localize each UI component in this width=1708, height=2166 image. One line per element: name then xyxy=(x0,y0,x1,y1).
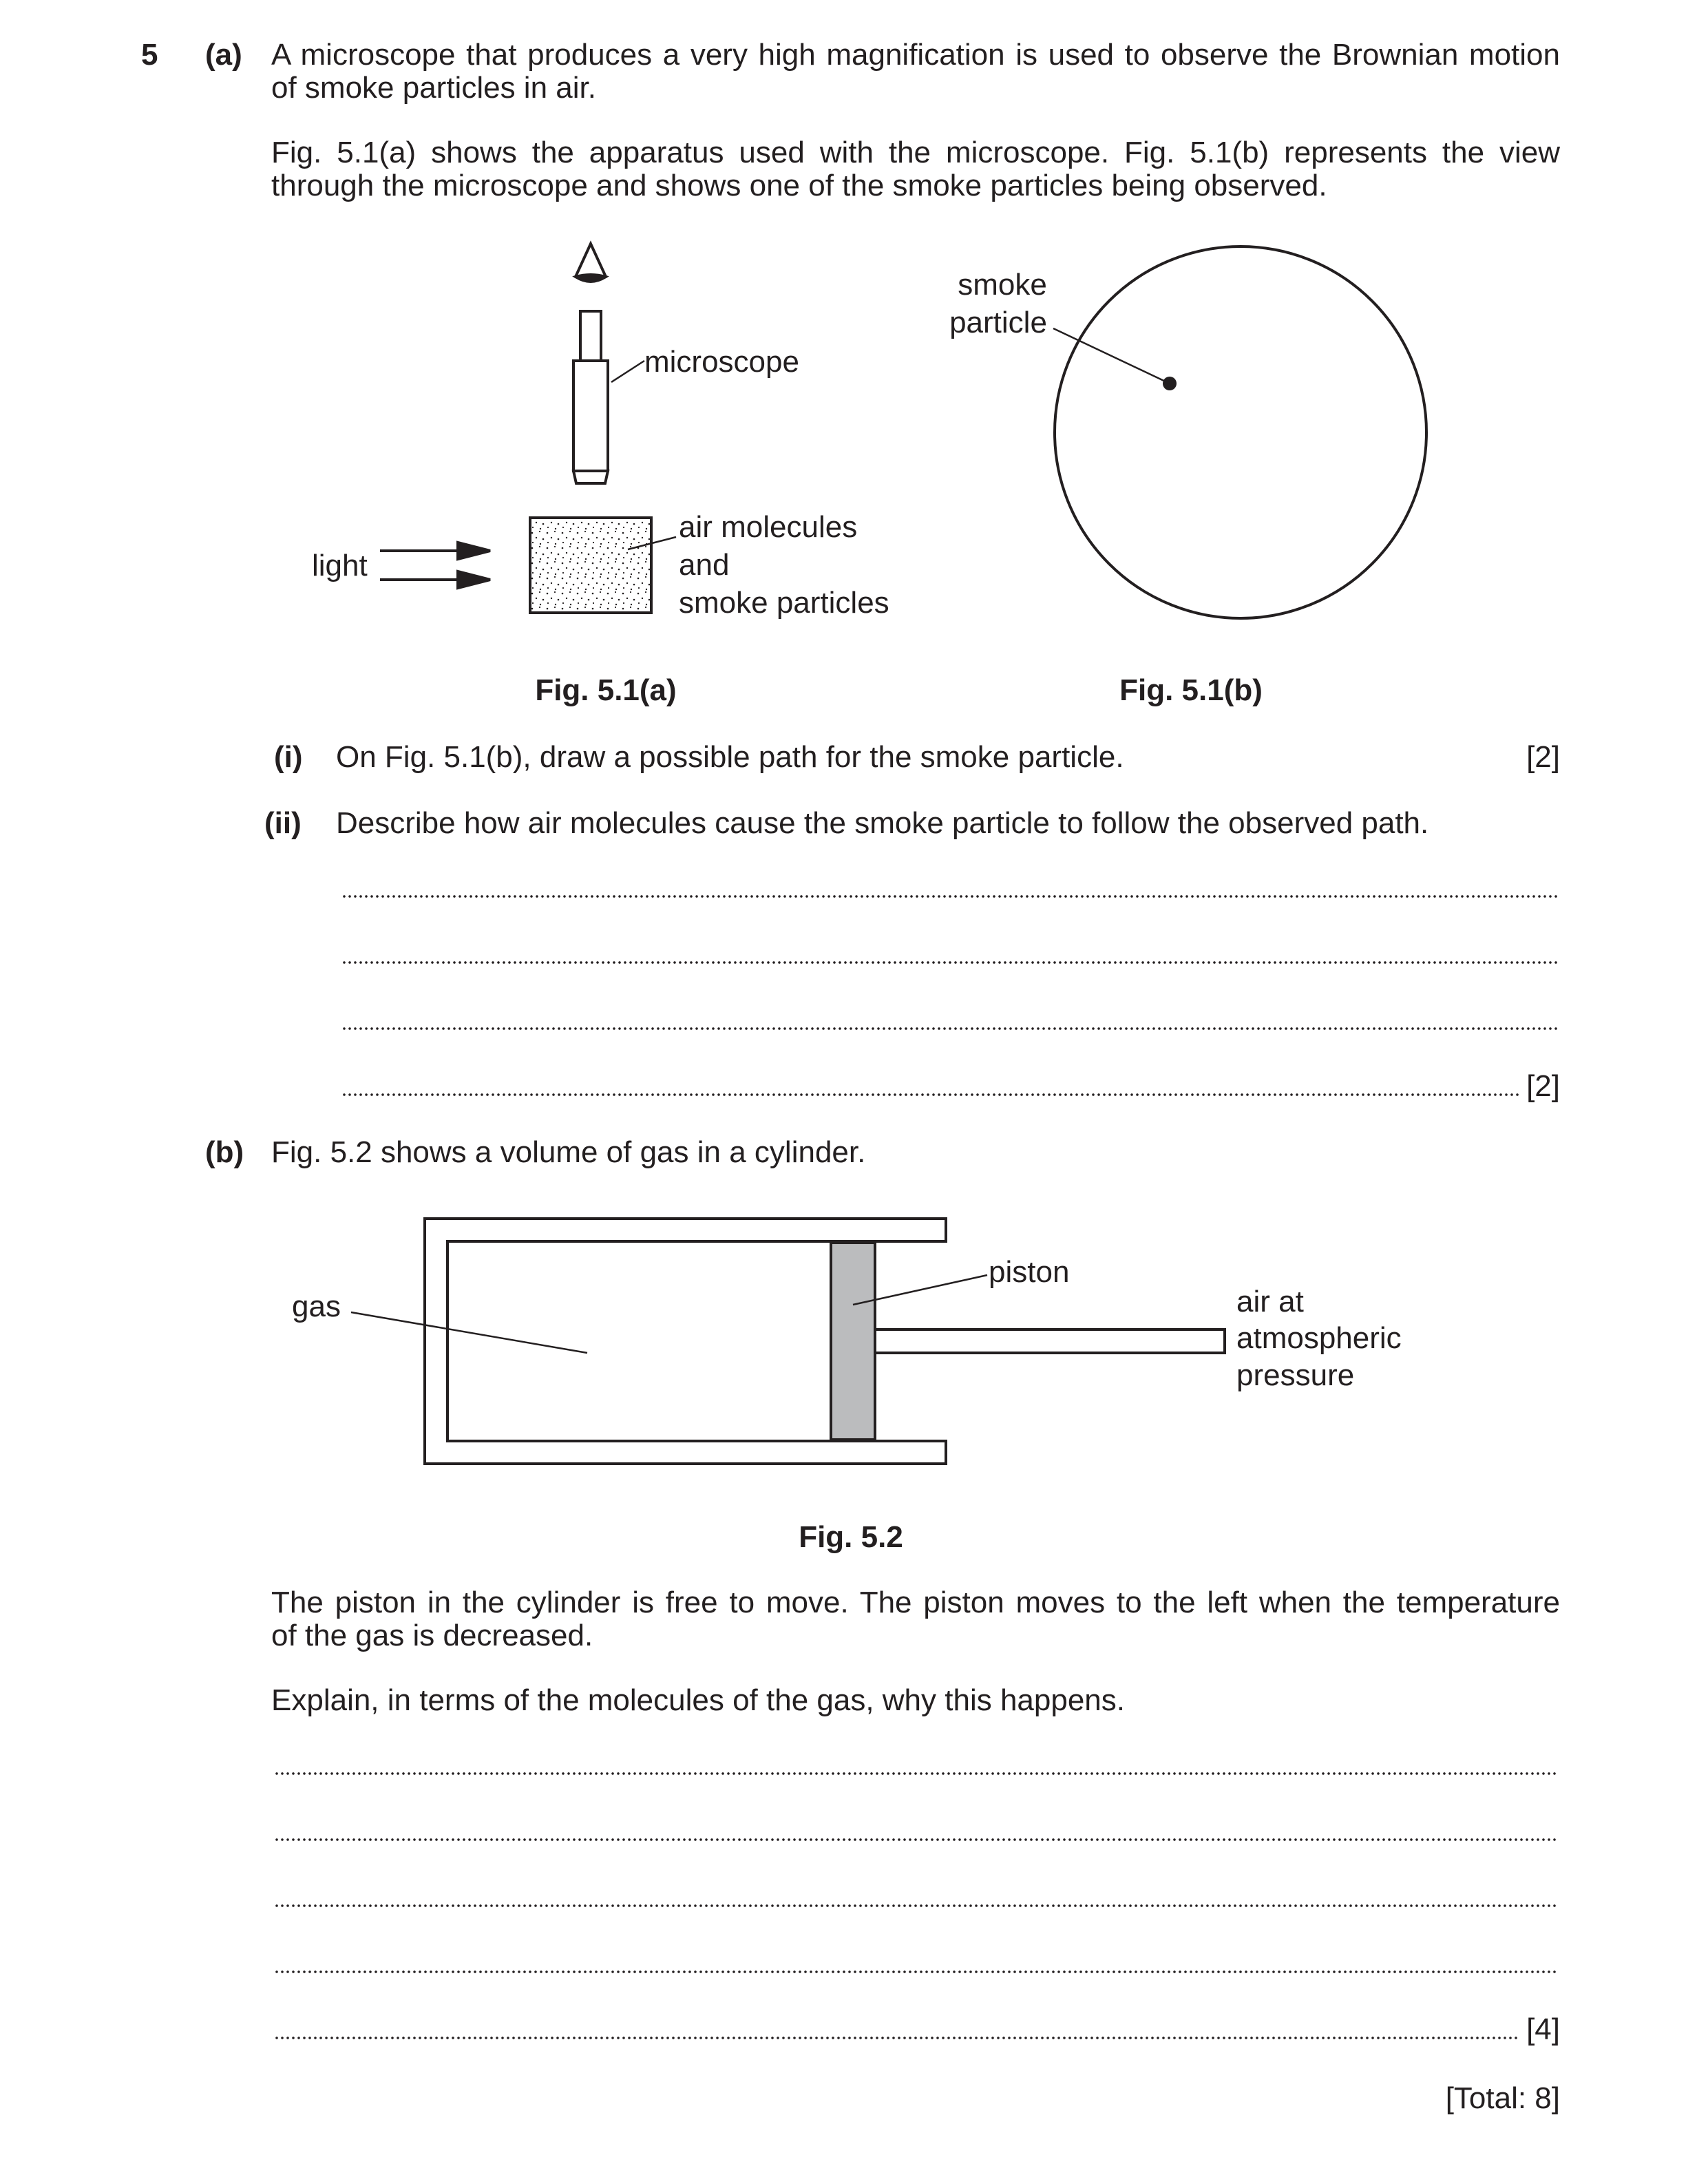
piston-rod xyxy=(875,1329,1225,1353)
air-label-3: pressure xyxy=(1236,1358,1355,1392)
microscope-leader-line xyxy=(611,361,644,382)
microscope-view-circle xyxy=(1055,246,1426,618)
answer-line-b-3[interactable] xyxy=(274,1903,1559,1909)
figure-5-1 xyxy=(0,0,1708,723)
part-a-label: (a) xyxy=(205,38,242,72)
sub-ii-text: Describe how air molecules cause the smoke particle to follow the observed path. xyxy=(336,806,1429,840)
microscope-label: microscope xyxy=(644,345,799,379)
figure-5-2 xyxy=(0,1170,1708,1556)
gas-label: gas xyxy=(292,1290,341,1323)
microscope-drawing xyxy=(573,311,608,483)
part-a-intro-line1: A microscope that produces a very high magnification is used to observe the Brownian motion xyxy=(271,38,1560,72)
light-label: light xyxy=(312,549,368,582)
sub-i-text: On Fig. 5.1(b), draw a possible path for the smoke particle. xyxy=(336,740,1124,774)
question-number: 5 xyxy=(141,38,158,72)
part-b-intro: Fig. 5.2 shows a volume of gas in a cylinder. xyxy=(271,1135,866,1169)
fig-5-1b-caption: Fig. 5.1(b) xyxy=(1119,673,1263,707)
piston xyxy=(831,1243,875,1440)
smoke-label-2: particle xyxy=(949,306,1047,339)
part-a-fig-line2: through the microscope and shows one of the smoke particles being observed. xyxy=(271,169,1327,202)
part-b-question: Explain, in terms of the molecules of the gas, why this happens. xyxy=(271,1683,1125,1717)
answer-line-b-5[interactable] xyxy=(274,2035,1520,2041)
sample-box xyxy=(530,518,651,613)
fig-5-2-caption: Fig. 5.2 xyxy=(799,1520,903,1554)
sub-ii-marks: [2] xyxy=(1526,1069,1560,1103)
answer-line-b-1[interactable] xyxy=(274,1771,1559,1776)
air-label-2: atmospheric xyxy=(1236,1321,1402,1355)
sub-ii-label: (ii) xyxy=(264,806,302,840)
answer-line-ii-1[interactable] xyxy=(341,894,1559,899)
box-label-3: smoke particles xyxy=(679,586,889,620)
part-a-fig-line1: Fig. 5.1(a) shows the apparatus used with the microscope. Fig. 5.1(b) represents the view xyxy=(271,136,1560,169)
smoke-label-1: smoke xyxy=(958,268,1047,302)
piston-label: piston xyxy=(989,1255,1070,1289)
answer-line-b-2[interactable] xyxy=(274,1837,1559,1842)
light-arrows xyxy=(380,543,490,588)
eye-icon xyxy=(576,244,606,282)
sub-i-label: (i) xyxy=(274,740,303,774)
part-a-intro-line2: of smoke particles in air. xyxy=(271,71,596,105)
fig-5-1a-caption: Fig. 5.1(a) xyxy=(535,673,677,707)
part-b-para-line2: of the gas is decreased. xyxy=(271,1619,593,1652)
answer-line-ii-3[interactable] xyxy=(341,1026,1559,1031)
total-marks: [Total: 8] xyxy=(1445,2081,1560,2115)
answer-line-ii-2[interactable] xyxy=(341,960,1559,965)
answer-line-ii-4[interactable] xyxy=(341,1092,1520,1097)
air-label-1: air at xyxy=(1236,1285,1304,1318)
part-b-label: (b) xyxy=(205,1135,244,1169)
answer-line-b-4[interactable] xyxy=(274,1969,1559,1975)
part-b-para-line1: The piston in the cylinder is free to move. The piston moves to the left when the temperature xyxy=(271,1586,1560,1619)
box-label-2: and xyxy=(679,548,730,582)
part-b-marks: [4] xyxy=(1526,2012,1560,2046)
gas-leader-line xyxy=(351,1312,587,1353)
sub-i-marks: [2] xyxy=(1526,740,1560,774)
box-label-1: air molecules xyxy=(679,510,858,544)
